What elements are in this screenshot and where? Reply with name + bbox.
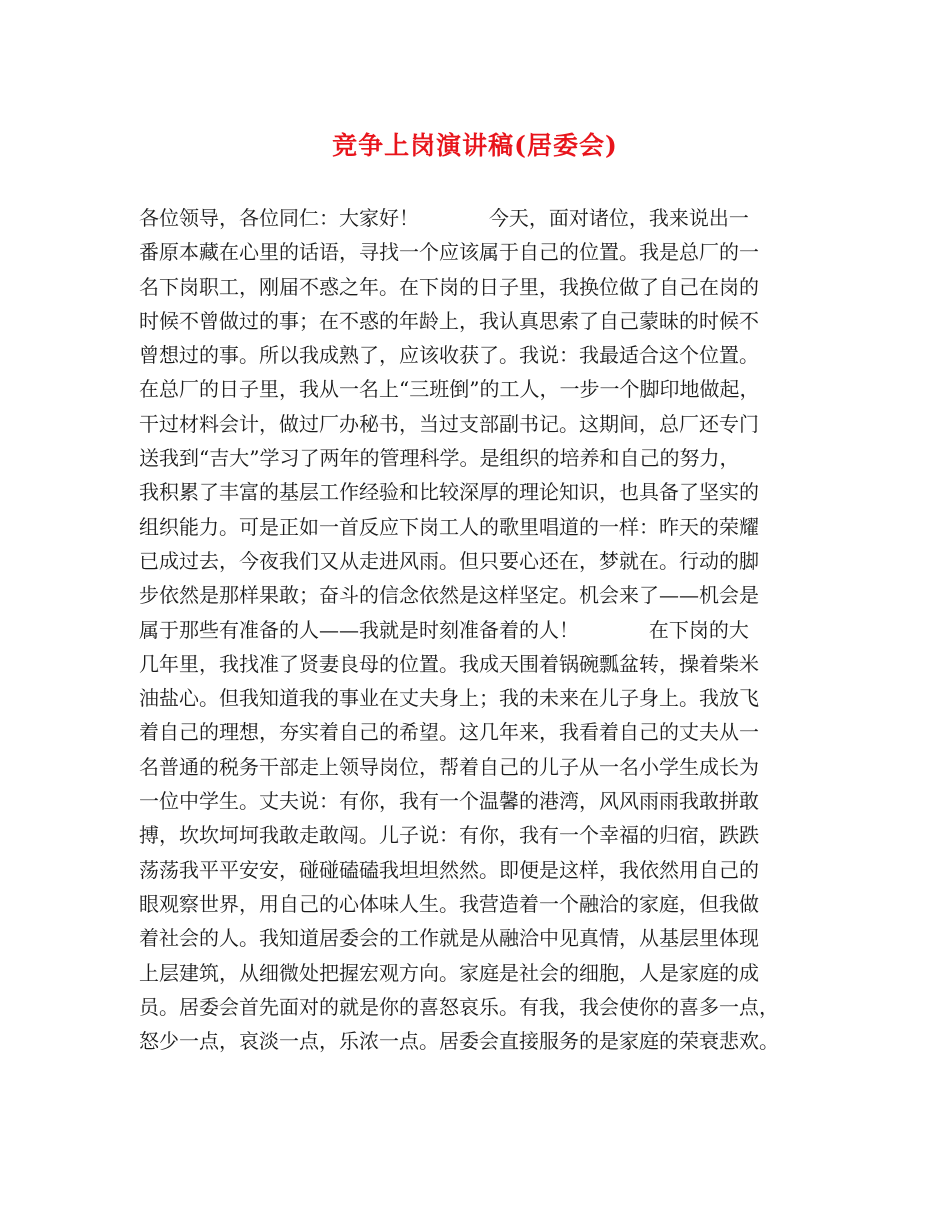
body-line: 荡荡我平平安安，碰碰磕磕我坦坦然然。即便是这样，我依然用自己的 [139,857,759,882]
body-line: 时候不曾做过的事；在不惑的年龄上，我认真思索了自己蒙昧的时候不 [139,308,759,333]
body-line: 名普通的税务干部走上领导岗位，帮着自己的儿子从一名小学生成长为 [139,754,759,779]
body-line: 我积累了丰富的基层工作经验和比较深厚的理论知识，也具备了坚实的 [139,480,759,505]
body-line: 搏，坎坎坷坷我敢走敢闯。儿子说：有你，我有一个幸福的归宿，跌跌 [139,823,759,848]
body-line: 眼观察世界，用自己的心体味人生。我营造着一个融洽的家庭，但我做 [139,891,759,916]
body-line: 已成过去，今夜我们又从走进风雨。但只要心还在，梦就在。行动的脚 [139,548,759,573]
document-body [139,201,839,1058]
document-title: 竞争上岗演讲稿(居委会) [332,131,618,160]
body-line: 属于那些有准备的人——我就是时刻准备着的人！ 在下岗的大 [139,617,749,642]
body-line: 油盐心。但我知道我的事业在丈夫身上；我的未来在儿子身上。我放飞 [139,686,759,711]
body-line: 一位中学生。丈夫说：有你，我有一个温馨的港湾，风风雨雨我敢拼敢 [139,789,759,814]
body-line: 组织能力。可是正如一首反应下岗工人的歌里唱道的一样：昨天的荣耀 [139,514,759,539]
body-line: 曾想过的事。所以我成熟了，应该收获了。我说：我最适合这个位置。 [139,343,759,368]
body-line: 步依然是那样果敢；奋斗的信念依然是这样坚定。机会来了——机会是 [139,583,759,608]
body-line: 各位领导，各位同仁：大家好！ 今天，面对诸位，我来说出一 [139,206,749,230]
body-line: 几年里，我找准了贤妻良母的位置。我成天围着锅碗瓢盆转，操着柴米 [139,651,759,676]
body-line: 员。居委会首先面对的就是你的喜怒哀乐。有我，我会使你的喜多一点， [139,994,779,1019]
body-line: 名下岗职工，刚届不惑之年。在下岗的日子里，我换位做了自己在岗的 [139,274,759,299]
body-line: 上层建筑，从细微处把握宏观方向。家庭是社会的细胞，人是家庭的成 [139,960,759,985]
body-line: 送我到“吉大”学习了两年的管理科学。是组织的培养和自己的努力， [139,446,740,471]
body-line: 着社会的人。我知道居委会的工作就是从融洽中见真情，从基层里体现 [139,926,759,951]
body-line: 干过材料会计，做过厂办秘书，当过支部副书记。这期间，总厂还专门 [139,411,759,436]
body-line: 怒少一点，哀淡一点，乐浓一点。居委会直接服务的是家庭的荣衰悲欢。 [139,1029,779,1054]
body-line: 着自己的理想，夯实着自己的希望。这几年来，我看着自己的丈夫从一 [139,720,759,745]
body-line: 在总厂的日子里，我从一名上“三班倒”的工人，一步一个脚印地做起， [139,377,760,402]
body-line: 番原本藏在心里的话语，寻找一个应该属于自己的位置。我是总厂的一 [139,240,759,265]
